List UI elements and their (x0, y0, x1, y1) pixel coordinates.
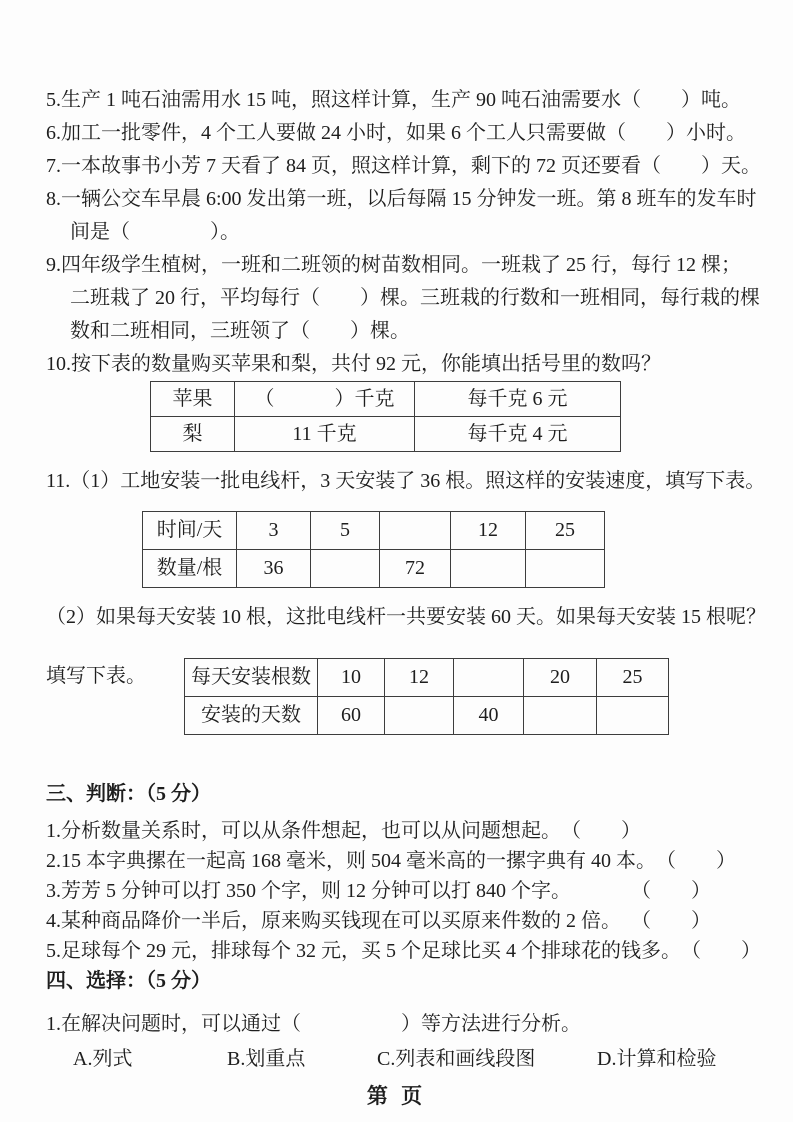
judge-item-3 (46, 876, 753, 906)
table-cell: 12 (451, 512, 526, 550)
table-cell: 梨 (151, 417, 235, 452)
problem-11-part1: 11.（1）工地安装一批电线杆，3 天安装了 36 根。照这样的安装速度，填写下表。 (46, 470, 766, 492)
table-cell: 20 (524, 659, 597, 697)
table-cell: 苹果 (151, 382, 235, 417)
choice-question-1: 1.在解决问题时，可以通过（ ）等方法进行分析。 (46, 1013, 581, 1035)
table-cell: 每千克 6 元 (415, 382, 621, 417)
table-row (151, 417, 621, 452)
table-cell: 12 (385, 659, 454, 697)
choice-option-a: A.列式 (73, 1048, 133, 1070)
section-judge-heading: 三、判断：（5 分） (46, 783, 211, 805)
poles-rate-table (142, 511, 605, 588)
table-cell: 5 (311, 512, 380, 550)
answer-bracket: （ ） (631, 910, 711, 932)
judge-item-text: 5.足球每个 29 元，排球每个 32 元，买 5 个足球比买 4 个排球花的钱多。 (46, 940, 681, 962)
table-cell: 72 (380, 550, 451, 588)
table-cell (385, 697, 454, 735)
table-cell: 25 (526, 512, 605, 550)
table-cell: （ ）千克 (235, 382, 415, 417)
problem-9-line2: 二班栽了 20 行，平均每行（ ）棵。三班栽的行数和一班相同，每行栽的棵 (70, 287, 760, 309)
table-cell: 60 (318, 697, 385, 735)
section-choice-heading: 四、选择：（5 分） (46, 970, 211, 992)
problem-11-part2: （2）如果每天安装 10 根，这批电线杆一共要安装 60 天。如果每天安装 15 根呢？ (46, 606, 766, 628)
table-cell: 时间/天 (143, 512, 237, 550)
poles-days-table (184, 658, 669, 735)
judge-item-text: 2.15 本字典摞在一起高 168 毫米，则 504 毫米高的一摞字典有 40 本。 (46, 850, 656, 872)
judge-item-5 (46, 936, 761, 966)
judge-item-text: 1.分析数量关系时，可以从条件想起，也可以从问题想起。 (46, 820, 561, 842)
problem-8-line2: 间是（ ）。 (70, 221, 240, 243)
choice-option-b: B.划重点 (227, 1048, 306, 1070)
table-cell (380, 512, 451, 550)
problem-6: 6.加工一批零件，4 个工人要做 24 小时，如果 6 个工人只需要做（ ）小时。 (46, 122, 746, 144)
table-cell: 25 (597, 659, 669, 697)
table-cell: 40 (454, 697, 524, 735)
answer-bracket: （ ） (631, 880, 711, 902)
table-row (185, 697, 669, 735)
fruit-price-table (150, 381, 621, 452)
choice-option-d: D.计算和检验 (597, 1048, 717, 1070)
answer-bracket: （ ） (561, 820, 641, 842)
table-cell: 每千克 4 元 (415, 417, 621, 452)
table-cell: 11 千克 (235, 417, 415, 452)
table-row (143, 512, 605, 550)
answer-bracket: （ ） (681, 940, 761, 962)
table-cell: 每天安装根数 (185, 659, 318, 697)
table-cell (451, 550, 526, 588)
choice-option-c: C.列表和画线段图 (377, 1048, 536, 1070)
table-row (143, 550, 605, 588)
table-cell: 数量/根 (143, 550, 237, 588)
problem-10: 10.按下表的数量购买苹果和梨，共付 92 元，你能填出括号里的数吗？ (46, 353, 661, 375)
table-cell: 安装的天数 (185, 697, 318, 735)
table-row (185, 659, 669, 697)
problem-8-line1: 8.一辆公交车早晨 6:00 发出第一班，以后每隔 15 分钟发一班。第 8 班车的发车时 (46, 188, 757, 210)
problem-5: 5.生产 1 吨石油需用水 15 吨，照这样计算，生产 90 吨石油需要水（ ）吨。 (46, 89, 741, 111)
table-cell (454, 659, 524, 697)
fill-table-label: 填写下表。 (46, 665, 146, 687)
table-row (151, 382, 621, 417)
problem-9-line3: 数和二班相同，三班领了（ ）棵。 (70, 320, 410, 342)
judge-item-1 (46, 816, 753, 846)
judge-item-4 (46, 906, 753, 936)
table-cell (597, 697, 669, 735)
problem-9-line1: 9.四年级学生植树，一班和二班领的树苗数相同。一班栽了 25 行，每行 12 棵； (46, 254, 741, 276)
page-footer: 第 页 (366, 1084, 427, 1108)
table-cell: 10 (318, 659, 385, 697)
judge-item-text: 3.芳芳 5 分钟可以打 350 个字，则 12 分钟可以打 840 个字。 (46, 880, 571, 902)
problem-11-part2-table-row (46, 658, 757, 735)
table-cell: 3 (237, 512, 311, 550)
judge-item-text: 4.某种商品降价一半后，原来购买钱现在可以买原来件数的 2 倍。 (46, 910, 621, 932)
table-cell (526, 550, 605, 588)
choice-options (46, 1044, 757, 1074)
judge-items (46, 816, 761, 966)
table-cell (524, 697, 597, 735)
table-cell: 36 (237, 550, 311, 588)
answer-bracket: （ ） (656, 850, 736, 872)
judge-item-2 (46, 846, 753, 876)
table-cell (311, 550, 380, 588)
problem-7: 7.一本故事书小芳 7 天看了 84 页，照这样计算，剩下的 72 页还要看（ ）天。 (46, 155, 761, 177)
